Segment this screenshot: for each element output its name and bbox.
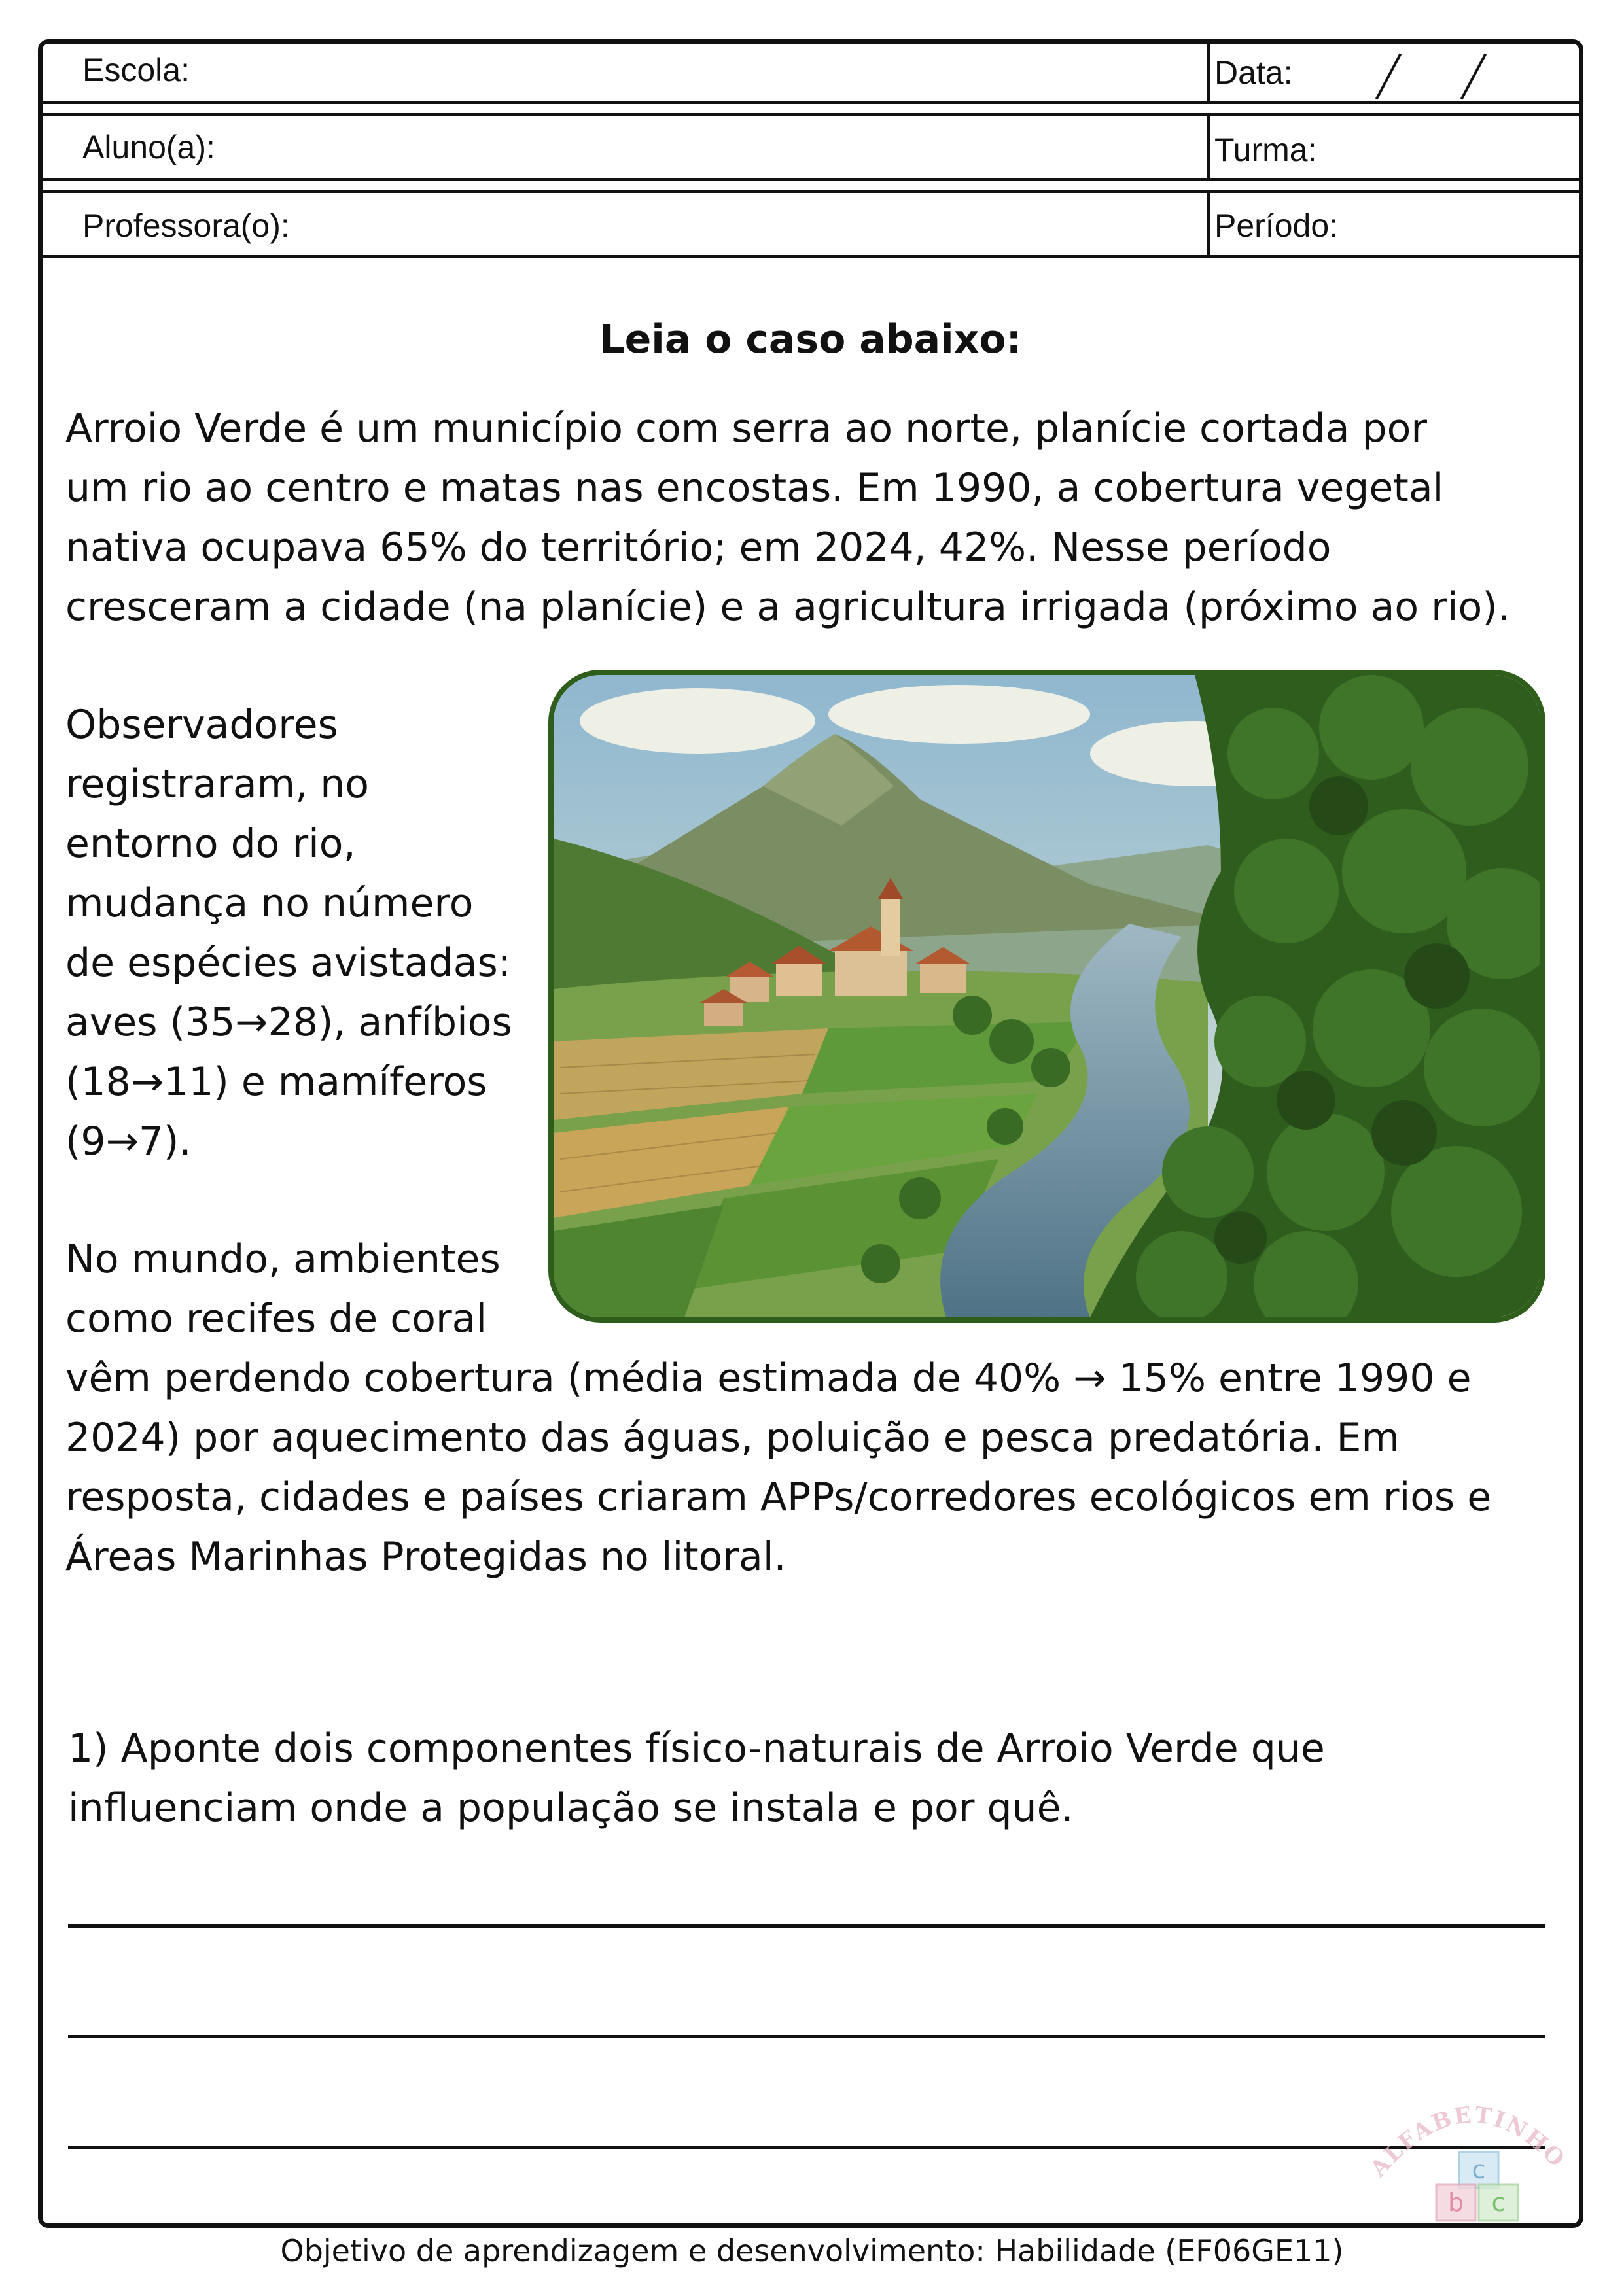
answer-line[interactable] [68, 2146, 1545, 2149]
header-divider [38, 255, 1583, 258]
school-field-label: Escola: [82, 52, 190, 88]
case-paragraph-species: Observadores registraram, no entorno do rio, mudança no número de espécies avistadas: aves (35→28), anfíbios (18→11) e mamíferos (9→7). [65, 702, 512, 1164]
header-column-divider [1207, 191, 1210, 255]
answer-line[interactable] [68, 1924, 1545, 1928]
header-divider [38, 101, 1583, 104]
case-paragraph-world-rest: vêm perdendo cobertura (média estimada de 40% → 15% entre 1990 e 2024) por aquecimento das águas, poluição e pesca predatória. Em resposta, cidades e países criaram APPs/corredores ecológicos em rios e Áreas Marinhas Protegidas no litoral. [65, 1355, 1492, 1580]
case-paragraph-world-start: No mundo, ambientes como recifes de coral [65, 1236, 501, 1342]
header-divider [38, 190, 1583, 193]
date-field-label: Data: [1214, 54, 1293, 91]
header-divider [38, 113, 1583, 116]
river-valley-landscape-illustration [548, 670, 1545, 1323]
logo-block-letter: c [1472, 2155, 1486, 2184]
class-field-label: Turma: [1214, 131, 1317, 168]
header-column-divider [1207, 42, 1210, 101]
header-divider [38, 178, 1583, 181]
logo-block-letter: c [1491, 2188, 1506, 2217]
footer-learning-objective: Objetivo de aprendizagem e desenvolvimento: Habilidade (EF06GE11) [280, 2233, 1344, 2269]
abc-blocks-logo-icon [1361, 2080, 1583, 2224]
teacher-field-label: Professora(o): [82, 207, 290, 244]
logo-block-letter: b [1447, 2188, 1464, 2217]
case-paragraph-intro: Arroio Verde é um município com serra ao norte, planície cortada por um rio ao centro e matas nas encostas. Em 1990, a cobertura vegetal nativa ocupava 65% do território; em 2024, 42%. Nesse período cresceram a cidade (na planície) e a agricultura irrigada (próximo ao rio). [65, 406, 1510, 630]
question-1: 1) Aponte dois componentes físico-naturais de Arroio Verde que influenciam onde a população se instala e por quê. [68, 1726, 1325, 1831]
reading-title: Leia o caso abaixo: [599, 317, 1022, 362]
student-field-label: Aluno(a): [82, 129, 215, 165]
header-column-divider [1207, 114, 1210, 178]
logo-text: ALFABETINHO [1365, 2102, 1571, 2182]
period-field-label: Período: [1214, 207, 1339, 244]
answer-line[interactable] [68, 2035, 1545, 2038]
